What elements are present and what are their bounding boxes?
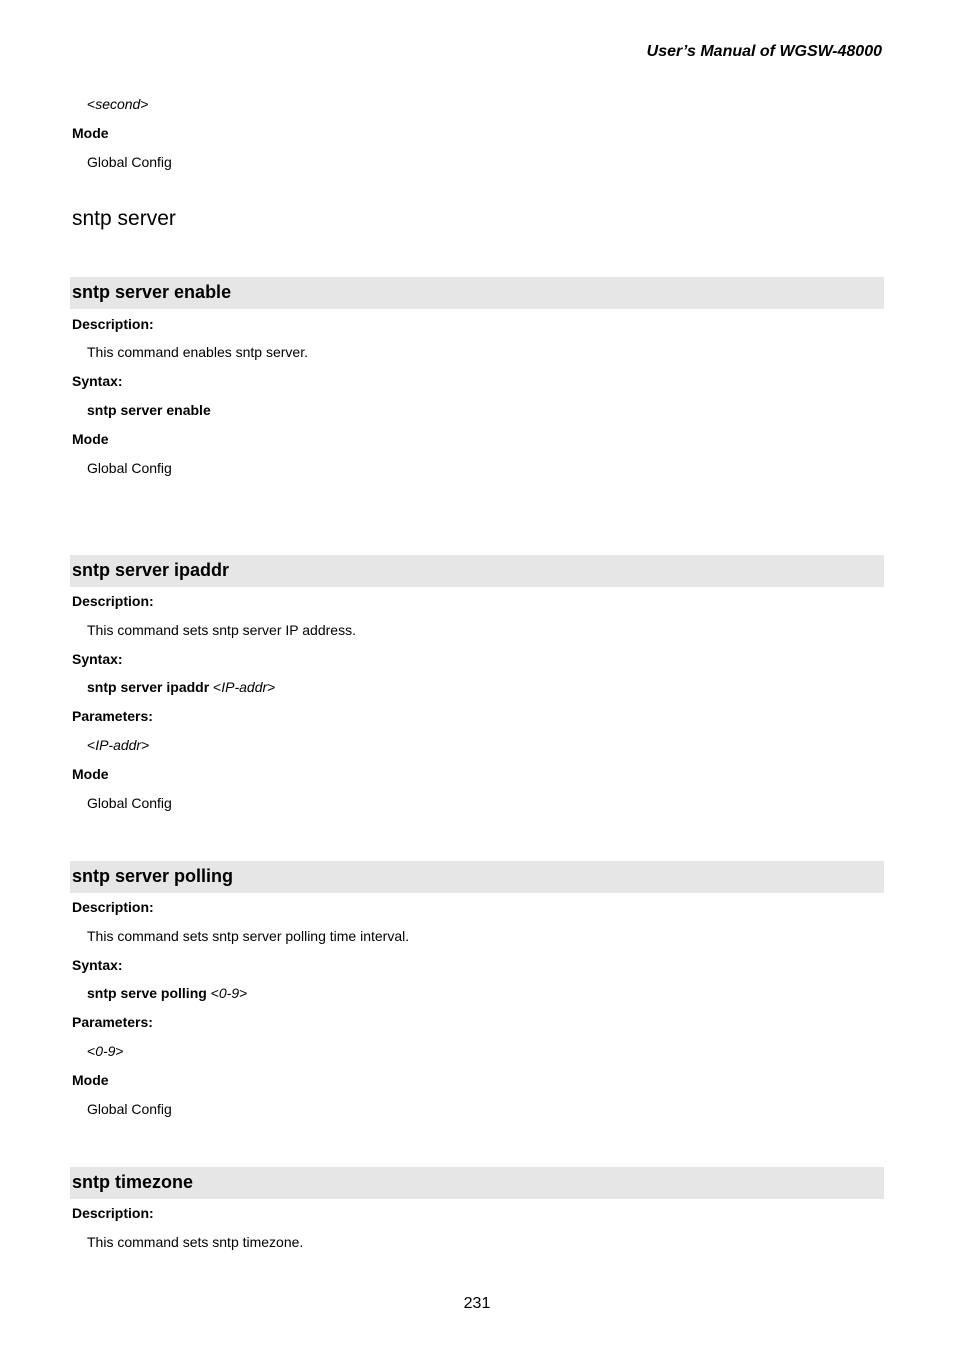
- mode-value: Global Config: [87, 154, 172, 170]
- description-text: This command sets sntp server IP address.: [87, 622, 356, 638]
- param-ip-addr: <IP-addr>: [87, 737, 150, 753]
- command-heading: sntp server polling: [72, 866, 234, 886]
- syntax-label: Syntax:: [72, 373, 123, 389]
- syntax-label: Syntax:: [72, 651, 123, 667]
- mode-value: Global Config: [87, 795, 172, 811]
- description-text: This command enables sntp server.: [87, 344, 308, 360]
- description-label: Description:: [72, 1205, 154, 1221]
- command-heading: sntp server enable: [72, 282, 232, 302]
- mode-label: Mode: [72, 1072, 109, 1088]
- page-header-title: User’s Manual of WGSW-48000: [646, 43, 882, 60]
- heading-bar-polling: [70, 861, 884, 893]
- description-label: Description:: [72, 899, 154, 915]
- syntax-text: sntp serve polling <0-9>: [87, 985, 248, 1001]
- parameters-label: Parameters:: [72, 1014, 153, 1030]
- parameters-label: Parameters:: [72, 708, 153, 724]
- heading-bar-timezone: [70, 1167, 884, 1199]
- syntax-text: sntp server enable: [87, 402, 211, 418]
- description-label: Description:: [72, 593, 154, 609]
- syntax-label: Syntax:: [72, 957, 123, 973]
- description-text: This command sets sntp timezone.: [87, 1234, 304, 1250]
- command-heading: sntp server ipaddr: [72, 560, 230, 580]
- heading-bar-enable: [70, 277, 884, 309]
- param-0-9: <0-9>: [87, 1043, 124, 1059]
- mode-value: Global Config: [87, 460, 172, 476]
- section-title: sntp server: [72, 207, 176, 230]
- page-number: 231: [463, 1295, 491, 1312]
- description-label: Description:: [72, 316, 154, 332]
- mode-label: Mode: [72, 431, 109, 447]
- syntax-text: sntp server ipaddr <IP-addr>: [87, 679, 276, 695]
- mode-label: Mode: [72, 766, 109, 782]
- heading-bar-ipaddr: [70, 555, 884, 587]
- command-heading: sntp timezone: [72, 1172, 194, 1192]
- param-second: <second>: [87, 96, 149, 112]
- description-text: This command sets sntp server polling time interval.: [87, 928, 410, 944]
- mode-value: Global Config: [87, 1101, 172, 1117]
- mode-label: Mode: [72, 125, 109, 141]
